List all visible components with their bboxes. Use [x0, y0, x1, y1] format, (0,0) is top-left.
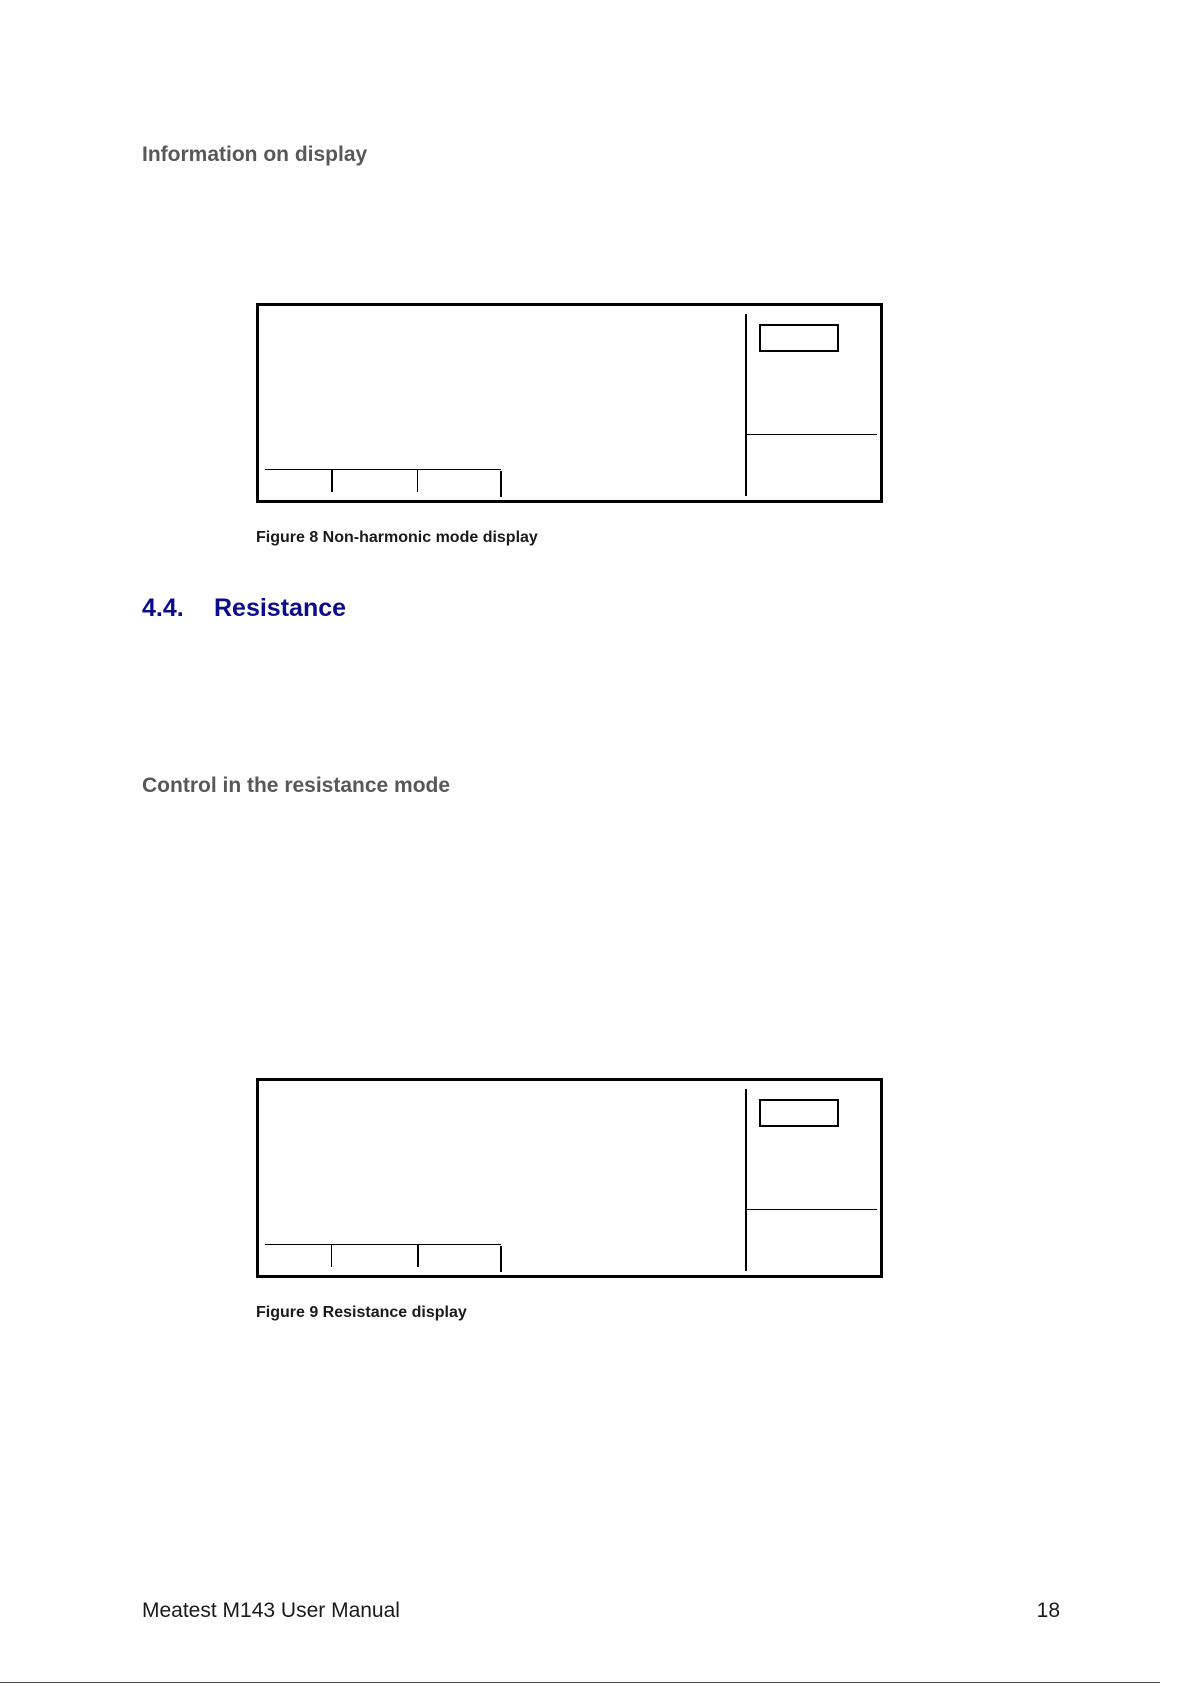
- footer-page-number: 18: [1036, 1599, 1060, 1622]
- softkey-divider-2: [417, 469, 418, 492]
- figure-9-caption: Figure 9 Resistance display: [256, 1304, 467, 1321]
- footer-manual-title: Meatest M143 User Manual: [142, 1599, 400, 1622]
- divider-vertical-right: [745, 314, 747, 496]
- softkey-divider-1: [331, 469, 333, 492]
- resistance-display-diagram: [256, 1078, 883, 1278]
- section-heading-resistance: [142, 594, 346, 623]
- divider-horizontal-right: [745, 1209, 877, 1210]
- softkey-bar-top: [265, 469, 501, 470]
- softkey-divider-1: [331, 1244, 332, 1267]
- softkey-divider-3: [500, 1246, 502, 1272]
- indicator-box: [759, 324, 839, 352]
- softkey-bar-top: [265, 1244, 501, 1245]
- divider-vertical-right: [745, 1089, 747, 1271]
- indicator-box: [759, 1099, 839, 1127]
- divider-horizontal-right: [745, 434, 877, 435]
- section-number: 4.4.: [142, 594, 184, 622]
- figure-8-caption: Figure 8 Non-harmonic mode display: [256, 529, 538, 546]
- softkey-divider-2: [417, 1244, 419, 1267]
- footer-rule: [0, 1682, 1160, 1683]
- subheading-control-resistance-mode: Control in the resistance mode: [142, 774, 451, 797]
- softkey-divider-3: [500, 471, 502, 497]
- subheading-information-on-display: Information on display: [142, 143, 368, 166]
- non-harmonic-display-diagram: [256, 303, 883, 503]
- section-title: Resistance: [214, 594, 347, 622]
